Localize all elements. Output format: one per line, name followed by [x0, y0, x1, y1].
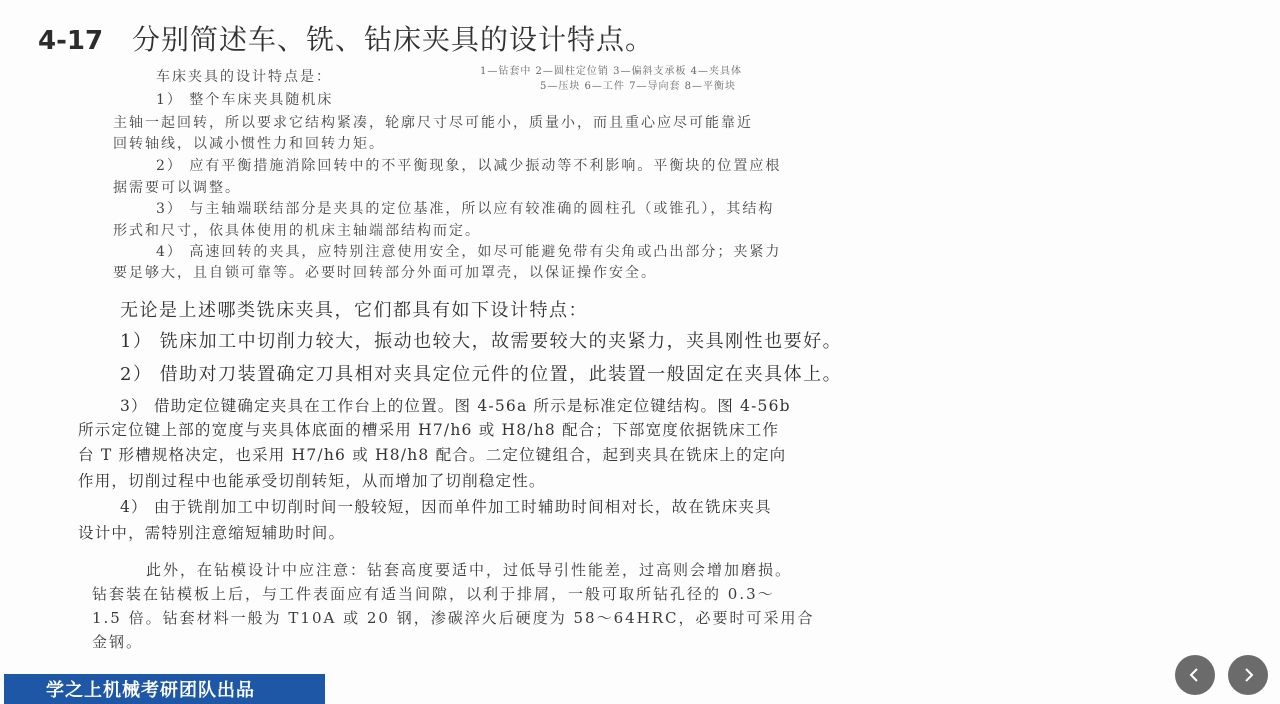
figure-caption-line-2: 5—压块 6—工件 7—导向套 8—平衡块 [540, 81, 736, 92]
lathe-point-1-head: 1） 整个车床夹具随机床 [156, 92, 334, 108]
lathe-point-2-line-2: 据需要可以调整。 [113, 180, 241, 196]
milling-point-3-line-3: 台 T 形槽规格决定，也采用 H7/h6 或 H8/h8 配合。二定位键组合，起到夹具在铣床上的定向 [78, 446, 787, 464]
previous-button[interactable] [1175, 655, 1215, 695]
figure-caption-line-1: 1—钻套中 2—圆柱定位销 3—偏斜支承板 4—夹具体 [480, 66, 742, 77]
milling-point-4-line-2: 设计中，需特别注意缩短辅助时间。 [78, 524, 346, 542]
next-button[interactable] [1228, 655, 1268, 695]
drilling-line-1: 此外，在钻模设计中应注意：钻套高度要适中，过低导引性能差，过高则会增加磨损。 [146, 561, 793, 579]
lathe-point-3-line-2: 形式和尺寸，依具体使用的机床主轴端部结构而定。 [113, 223, 481, 239]
chevron-left-icon [1187, 667, 1203, 683]
drilling-line-2: 钻套装在钻模板上后，与工件表面应有适当间隙，以利于排屑，一般可取所钻孔径的 0.3～ [92, 585, 775, 603]
milling-point-4-line-1: 4） 由于铣削加工中切削时间一般较短，因而单件加工时辅助时间相对长，故在铣床夹具 [120, 498, 772, 516]
lathe-intro: 车床夹具的设计特点是： [156, 69, 332, 85]
lathe-point-1-line-1: 主轴一起回转，所以要求它结构紧凑，轮廓尺寸尽可能小，质量小，而且重心应尽可能靠近 [113, 115, 753, 131]
chevron-right-icon [1240, 667, 1256, 683]
footer-brand-banner [4, 674, 325, 704]
milling-point-3-line-4: 作用，切削过程中也能承受切削转矩，从而增加了切削稳定性。 [78, 472, 546, 490]
lathe-point-2-line-1: 2） 应有平衡措施消除回转中的不平衡现象，以减少振动等不利影响。平衡块的位置应根 [156, 158, 782, 174]
milling-intro: 无论是上述哪类铣床夹具，它们都具有如下设计特点： [120, 300, 588, 321]
question-number: 4-17 [38, 26, 104, 56]
lathe-point-4-line-2: 要足够大，且自锁可靠等。必要时回转部分外面可加罩壳，以保证操作安全。 [113, 265, 657, 281]
milling-point-2: 2） 借助对刀装置确定刀具相对夹具定位元件的位置，此装置一般固定在夹具体上。 [120, 364, 843, 385]
lathe-point-1-line-2: 回转轴线，以减小惯性力和回转力矩。 [113, 136, 385, 152]
lathe-point-3-line-1: 3） 与主轴端联结部分是夹具的定位基准，所以应有较准确的圆柱孔（或锥孔），其结构 [156, 201, 775, 217]
milling-point-3-line-2: 所示定位键上部的宽度与夹具体底面的槽采用 H7/h6 或 H8/h8 配合；下部宽度依据铣床工作 [78, 421, 780, 439]
drilling-line-4: 金钢。 [92, 633, 144, 651]
milling-point-1: 1） 铣床加工中切削力较大，振动也较大，故需要较大的夹紧力，夹具刚性也要好。 [120, 331, 843, 352]
lathe-point-4-line-1: 4） 高速回转的夹具，应特别注意使用安全，如尽可能避免带有尖角或凸出部分；夹紧力 [156, 244, 782, 260]
footer-brand-label: 学之上机械考研团队出品 [46, 680, 255, 701]
question-title: 分别简述车、铣、钻床夹具的设计特点。 [132, 23, 655, 56]
milling-point-3-line-1: 3） 借助定位键确定夹具在工作台上的位置。图 4-56a 所示是标准定位键结构。图 4-56b [120, 397, 791, 415]
question-heading [38, 18, 654, 58]
drilling-line-3: 1.5 倍。钻套材料一般为 T10A 或 20 钢，渗碳淬火后硬度为 58～64HRC，必要时可采用合 [92, 609, 815, 627]
